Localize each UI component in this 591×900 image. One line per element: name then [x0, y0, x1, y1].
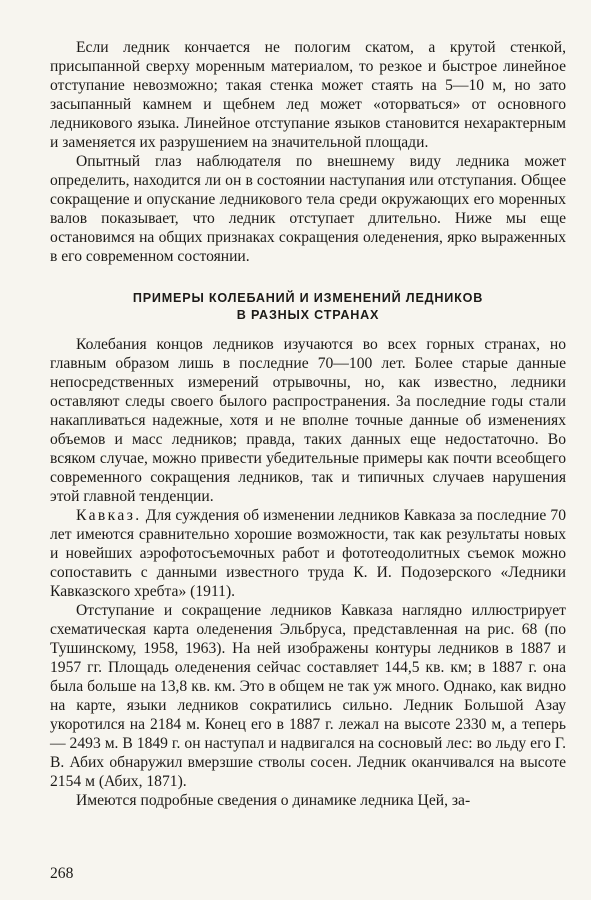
page-number: 268	[50, 865, 74, 882]
paragraph-glacier-wall: Если ледник кончается не пологим скатом, а крутой стенкой, присыпанной сверху моренным материалом, то резкое и быстрое линейное отступание невозможно; такая стенка может стаять на 5—10 м, но зато засыпанный камнем и щебнем лед может «оторваться» от основного ледникового языка. Линейное отступание языков становится нехарактерным и заменяется их разрушением на значительной площади.	[50, 39, 566, 151]
caucasus-term: Кавказ.	[76, 507, 142, 524]
section-heading	[50, 290, 566, 324]
paragraph-elbrus: Отступание и сокращение ледников Кавказа наглядно иллюстрирует схематическая карта оледенения Эльбруса, представленная на рис. 68 (по Тушинскому, 1958, 1963). На ней изображены контуры ледников в 1887 и 1957 гг. Площадь оледенения сейчас составляет 144,5 кв. км; в 1887 г. она была больше на 13,8 кв. км. Это в общем не так уж много. Однако, как видно на карте, языки ледников сократились сильно. Ледник Большой Азау укоротился на 2184 м. Конец его в 1887 г. лежал на высоте 2330 м, а теперь — 2493 м. В 1849 г. он наступал и надвигался на сосновый лес: во льду его Г. В. Абих обнаружил вмерзшие стволы сосен. Ледник оканчивался на высоте 2154 м (Абих, 1871).	[50, 602, 566, 790]
paragraph-observer: Опытный глаз наблюдателя по внешнему виду ледника может определить, находится ли он в состоянии наступания или отступания. Общее сокращение и опускание ледникового тела среди окружающих его моренных валов показывает, что ледник отступает длительно. Ниже мы еще остановимся на общих признаках сокращения оледенения, ярко выраженных в его современном состоянии.	[50, 153, 566, 265]
paragraph-intro: Колебания концов ледников изучаются во всех горных странах, но главным образом лишь в последние 70—100 лет. Более старые данные непосредственных измерений отрывочны, но, как известно, ледники оставляют следы своего былого распространения. За последние годы стали накапливаться надежные, хотя и не вполне точные данные об изменениях объемов и масс ледников; правда, таких данных еще недостаточно. Во всяком случае, можно привести убедительные примеры как почти всеобщего современного сокращения ледников, так и типичных случаев нарушения этой главной тенденции.	[50, 336, 566, 505]
section-heading-line-2: В РАЗНЫХ СТРАНАХ	[236, 308, 380, 322]
caucasus-text: Для суждения об изменении ледников Кавказа за последние 70 лет имеются сравнительно хорошие возможности, так как результаты новых и новейших аэрофотосъемочных работ и фототеодолитных съемок можно сопоставить с данными известного труда К. И. Подозерского «Ледники Кавказского хребта» (1911).	[50, 507, 566, 600]
page-body	[50, 38, 566, 810]
paragraph-last: Имеются подробные сведения о динамике ледника Цей, за-	[76, 792, 471, 809]
section-heading-line-1: ПРИМЕРЫ КОЛЕБАНИЙ И ИЗМЕНЕНИЙ ЛЕДНИКОВ	[132, 291, 484, 305]
paragraph-caucasus	[50, 506, 566, 601]
